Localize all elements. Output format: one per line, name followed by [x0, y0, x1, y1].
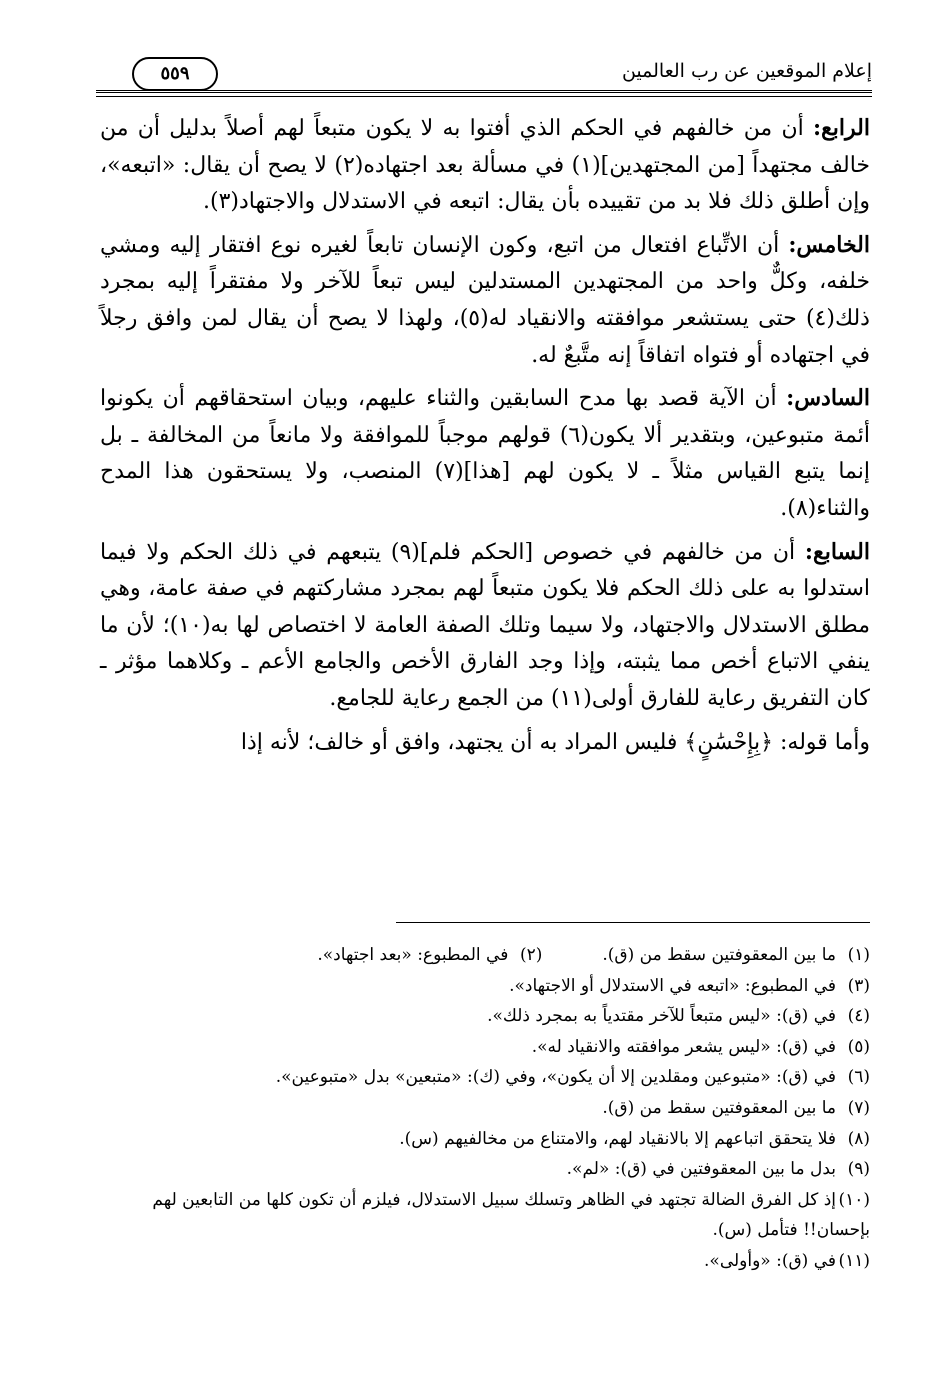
footnote-text: في المطبوع: «اتبعه في الاستدلال أو الاجتهاد».	[509, 975, 836, 996]
footnote	[100, 1185, 870, 1246]
footnote-number: (١٠)	[838, 1189, 870, 1210]
footnote-text: في (ق): «ليس متبعاً للآخر مقتدياً به بمجرد ذلك».	[487, 1006, 836, 1027]
footnote-text: ما بين المعقوفتين سقط من (ق).	[602, 1097, 836, 1118]
paragraph-text: أن الآية قصد بها مدح السابقين والثناء عليهم، وبيان استحقاقهم أن يكونوا أئمة متبوعين، وبتقدير ألا يكون(٦) قولهم موجباً للموافقة ولا مانعاً من المخالفة ـ بل إنما يتبع القياس مثلاً ـ لا يكون لهم [هذا](٧) المنصب، ولا يستحقون هذا المدح والثناء(٨).	[100, 386, 870, 521]
footnote-number: (٩)	[847, 1159, 870, 1180]
footnote	[317, 940, 542, 971]
main-text	[100, 110, 870, 767]
footnote-text: إذ كل الفرق الضالة تجتهد في الظاهر وتسلك سبيل الاستدلال، فيلزم أن تكون كلها من التابعين لهم بإحسان!! فتأمل (س).	[152, 1189, 870, 1241]
footnote-number: (٨)	[847, 1128, 870, 1149]
footnote-number: (٢)	[519, 945, 543, 965]
paragraph-term: السادس:	[786, 385, 870, 412]
paragraph-fifth	[100, 227, 870, 374]
footnote-number: (٤)	[847, 1006, 870, 1027]
footnote-separator	[396, 922, 870, 923]
footnote	[100, 971, 870, 1002]
footnote-text: في (ق): «ليس يشعر موافقته والانقياد له».	[531, 1036, 836, 1057]
paragraph-term: الخامس:	[788, 231, 870, 258]
footnote-text: فلا يتحقق اتباعهم إلا بالانقياد لهم، والامتناع من مخالفيهم (س).	[399, 1128, 836, 1149]
footnote	[100, 1093, 870, 1124]
page-number-badge: ٥٥٩	[132, 57, 218, 91]
footnote	[100, 1062, 870, 1093]
paragraph-text: أن الاتِّباع افتعال من اتبع، وكون الإنسان تابعاً لغيره نوع افتقار إليه ومشي خلفه، وكلٌّ واحد من المجتهدين المستدلين ليس تبعاً للآخر ولا مفتقراً إليه بمجرد ذلك(٤) حتى يستشعر موافقته والانقياد له(٥)، ولهذا لا يصح أن يقال لمن وافق رجلاً في اجتهاده أو فتواه اتفاقاً إنه متَّبعٌ له.	[100, 232, 870, 368]
header-title: إعلام الموقعين عن رب العالمين	[621, 60, 872, 82]
footnote-number: (١)	[847, 945, 870, 965]
paragraph-sixth	[100, 380, 870, 527]
footnote-text: بدل ما بين المعقوفتين في (ق): «لم».	[566, 1159, 836, 1180]
paragraph-term: الرابع:	[812, 115, 870, 141]
paragraph-text: وأما قوله: ﴿بِإِحْسَٰنٍ﴾ فليس المراد به أن يجتهد، وافق أو خالف؛ لأنه إذا	[240, 729, 870, 755]
footnote-row	[100, 940, 870, 971]
paragraph-term: السابع:	[804, 538, 870, 565]
footnote-text: ما بين المعقوفتين سقط من (ق).	[602, 945, 836, 965]
footnote	[100, 1246, 870, 1277]
paragraph-fourth	[100, 110, 870, 221]
footnote	[100, 1032, 870, 1063]
footnote-number: (٣)	[847, 975, 870, 996]
footnote	[100, 1001, 870, 1032]
footnotes	[100, 940, 870, 1277]
footnote-text: في (ق): «متبوعين ومقلدين إلا أن يكون»، وفي (ك): «متبعين» بدل «متبوعين».	[275, 1067, 836, 1088]
footnote-text: في المطبوع: «بعد اجتهاد».	[317, 945, 509, 965]
footnote-number: (١١)	[838, 1250, 870, 1271]
footnote-number: (٥)	[847, 1036, 870, 1057]
paragraph-continuation	[100, 724, 870, 762]
footnote-text: في (ق): «وأولى».	[704, 1250, 836, 1271]
footnote-number: (٧)	[847, 1097, 870, 1118]
footnote	[602, 940, 870, 971]
paragraph-text: أن من خالفهم في خصوص [الحكم فلم](٩) يتبعهم في ذلك الحكم ولا فيما استدلوا به على ذلك الحكم فلا يكون متبعاً لهم بمجرد مشاركتهم في صفة عامة، وهي مطلق الاستدلال والاجتهاد، ولا سيما وتلك الصفة العامة لا اختصاص لها به(١٠)؛ لأن ما ينفي الاتباع أخص مما يثبته، وإذا وجد الفارق الأخص والجامع الأعم ـ وكلاهما مؤثر ـ كان التفريق رعاية للفارق أولى(١١) من الجمع رعاية للجامع.	[100, 539, 870, 711]
header-rule	[96, 90, 872, 97]
running-header	[96, 54, 872, 96]
footnote	[100, 1124, 870, 1155]
paragraph-text: أن من خالفهم في الحكم الذي أفتوا به لا يكون متبعاً لهم أصلاً بدليل أن من خالف مجتهداً [من المجتهدين](١) في مسألة بعد اجتهاده(٢) لا يصح أن يقال: «اتبعه»، وإن أطلق ذلك فلا بد من تقييده بأن يقال: اتبعه في الاستدلال والاجتهاد(٣).	[100, 116, 871, 215]
footnote-number: (٦)	[847, 1067, 870, 1088]
footnote	[100, 1154, 870, 1185]
paragraph-seventh	[100, 534, 870, 718]
